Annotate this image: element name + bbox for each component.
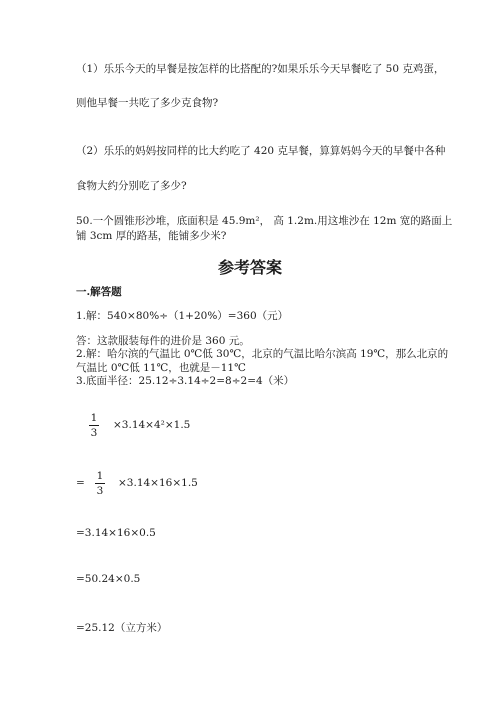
calc-step-1: ×3.14×4²×1.5 — [113, 419, 191, 431]
calc-step-4: =50.24×0.5 — [76, 573, 141, 585]
q49-part1-line2: 则他早餐一共吃了多少克食物? — [76, 97, 219, 109]
q50-line1: 50.一个圆锥形沙堆，底面积是 45.9m²， 高 1.2m.用这堆沙在 12m 宽的路面上 — [76, 215, 453, 227]
fraction-bar — [95, 483, 105, 484]
section-heading: 一.解答题 — [76, 286, 122, 298]
fraction-one-third-2 — [94, 470, 106, 497]
fraction-one-third — [88, 412, 100, 439]
answer-2-line1: 2.解：哈尔滨的气温比 0℃低 30℃，北京的气温比哈尔滨高 19℃，那么北京的 — [76, 348, 449, 360]
q49-part1-line1: （1）乐乐今天的早餐是按怎样的比搭配的?如果乐乐今天早餐吃了 50 克鸡蛋， — [76, 63, 445, 75]
answer-1: 1.解：540×80%÷（1+20%）=360（元） — [76, 310, 289, 322]
calc-step-2-equals: = — [76, 477, 85, 489]
fraction-bar — [89, 425, 99, 426]
answer-1-conclusion: 答：这款服装每件的进价是 360 元。 — [76, 335, 250, 347]
q49-part2-line2: 食物大约分别吃了多少? — [76, 180, 187, 192]
fraction-numerator: 1 — [96, 470, 104, 482]
answer-3: 3.底面半径：25.12÷3.14÷2=8÷2=4（米） — [76, 375, 295, 387]
answer-2-line2: 气温比 0℃低 11℃，也就是－11℃ — [76, 362, 246, 374]
calc-step-5: =25.12（立方米） — [76, 622, 168, 634]
fraction-denominator: 3 — [90, 427, 98, 439]
calc-step-3: =3.14×16×0.5 — [76, 527, 156, 539]
fraction-numerator: 1 — [90, 412, 98, 424]
q49-part2-line1: （2）乐乐的妈妈按同样的比大约吃了 420 克早餐，算算妈妈今天的早餐中各种 — [76, 145, 446, 157]
calc-step-2: ×3.14×16×1.5 — [118, 477, 198, 489]
q50-line2: 铺 3cm 厚的路基，能铺多少米? — [76, 230, 227, 242]
fraction-denominator: 3 — [96, 485, 104, 497]
answers-title: 参考答案 — [217, 258, 282, 277]
